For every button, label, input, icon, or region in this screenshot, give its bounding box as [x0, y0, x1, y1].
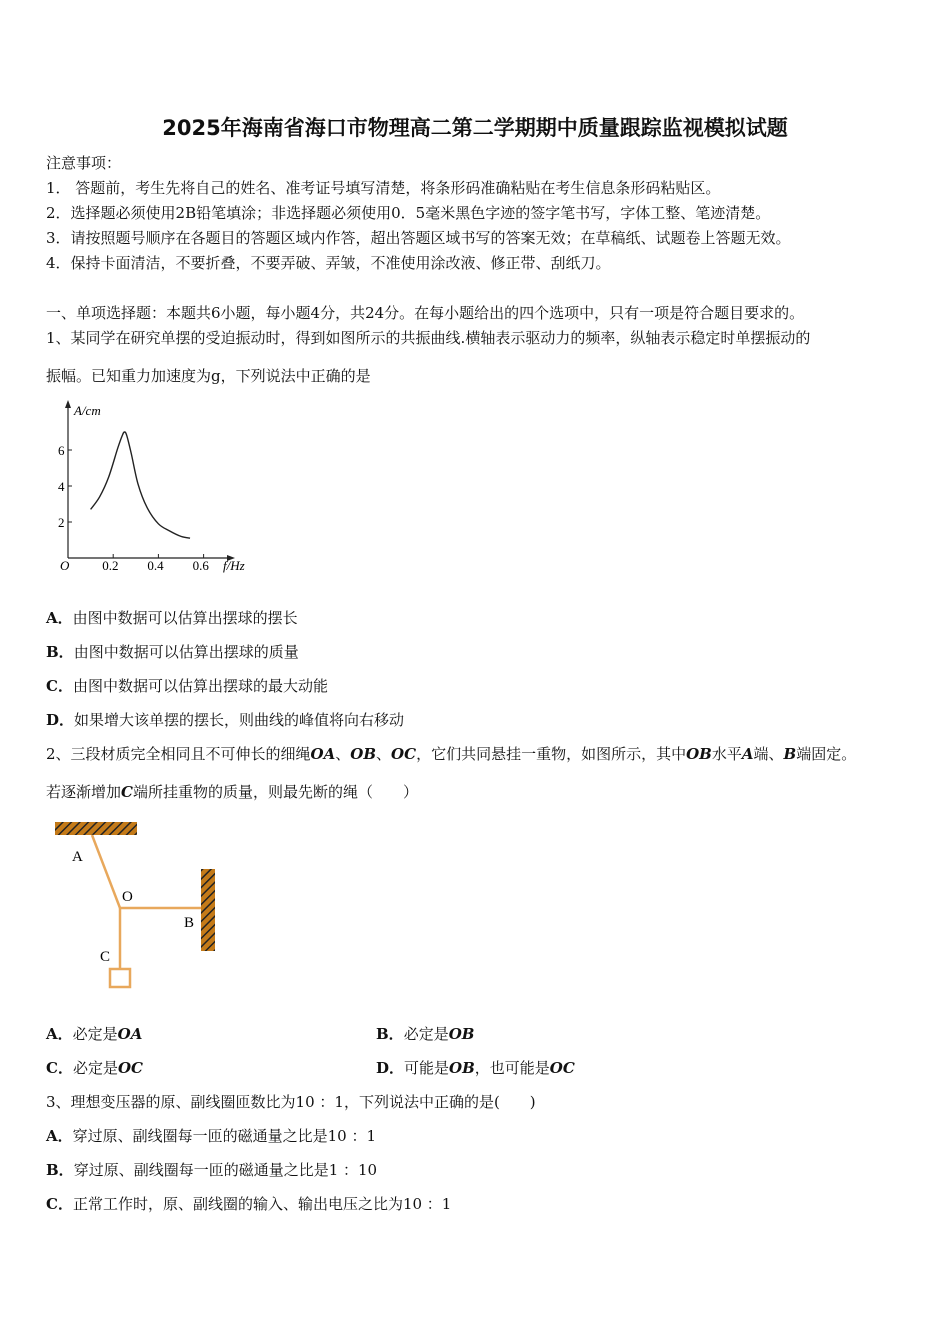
option-letter: C． [46, 677, 73, 695]
q3-stem: 3、理想变压器的原、副线圈匝数比为10 ：1，下列说法中正确的是( ) [46, 1093, 536, 1111]
y-axis-label: A/cm [74, 403, 101, 418]
stem-var: OC [391, 745, 417, 763]
option-letter: B． [376, 1025, 404, 1043]
stem-text: 端固定。 [796, 745, 857, 763]
option-text: 由图中数据可以估算出摆球的摆长 [72, 609, 298, 627]
y-tick-label: 6 [58, 443, 65, 458]
wall-support [201, 869, 215, 951]
stem-var: OB [350, 745, 377, 763]
stem-text: 端所挂重物的质量，则最先断的绳（ ） [132, 783, 418, 801]
stem-text: 若逐渐增加 [46, 783, 122, 801]
option-letter: C． [46, 1059, 73, 1077]
label-c: C [100, 949, 111, 965]
stem-var: OA [310, 745, 336, 763]
stem-var: B [783, 745, 797, 763]
q1-option-c[interactable] [46, 675, 328, 696]
option-var: OA [117, 1025, 143, 1043]
rope-diagram [50, 817, 230, 997]
option-text: 由图中数据可以估算出摆球的最大动能 [72, 677, 328, 695]
notice-item: 1． 答题前，考生先将自己的姓名、准考证号填写清楚，将条形码准确粘贴在考生信息条形码粘贴区。 [46, 179, 721, 197]
ceiling-support [55, 822, 137, 835]
y-tick-label: 2 [58, 515, 65, 530]
stem-var: C [121, 783, 133, 801]
option-letter: A． [46, 609, 73, 627]
q1-stem-line2: 振幅。已知重力加速度为g，下列说法中正确的是 [46, 367, 371, 385]
option-letter: A． [46, 1127, 73, 1145]
option-var: OB [449, 1059, 475, 1077]
x-axis-label: f/Hz [223, 558, 245, 573]
option-text: 穿过原、副线圈每一匝的磁通量之比是10 ：1 [72, 1127, 377, 1145]
option-text: 穿过原、副线圈每一匝的磁通量之比是1 ：10 [73, 1161, 378, 1179]
stem-text: 水平 [711, 745, 742, 763]
resonance-curve [91, 432, 190, 538]
stem-var: A [741, 745, 754, 763]
stem-var: OB [686, 745, 712, 763]
option-letter: D． [46, 711, 75, 729]
y-tick-label: 4 [58, 479, 65, 494]
option-text: 必定是 [72, 1059, 118, 1077]
option-text: 必定是 [72, 1025, 118, 1043]
stem-text: 端、 [753, 745, 784, 763]
stem-text: 2、三段材质完全相同且不可伸长的细绳 [46, 745, 311, 763]
option-text: 必定是 [403, 1025, 449, 1043]
option-letter: C． [46, 1195, 73, 1213]
hanging-weight [110, 969, 130, 987]
notice-item: 4．保持卡面清洁，不要折叠，不要弄破、弄皱，不准使用涂改液、修正带、刮纸刀。 [46, 254, 611, 272]
option-var: OC [117, 1059, 143, 1077]
notice-item: 2．选择题必须使用2B铅笔填涂；非选择题必须使用0．5毫米黑色字迹的签字笔书写，字体工整、笔迹清楚。 [46, 204, 771, 222]
q2-stem-line2 [46, 781, 418, 802]
y-axis-arrow [65, 400, 71, 408]
stem-text: 、 [376, 745, 392, 763]
option-text: 可能是 [404, 1059, 450, 1077]
q2-option-b[interactable] [376, 1023, 474, 1044]
label-a: A [72, 849, 83, 865]
section-heading: 一、单项选择题：本题共6小题，每小题4分，共24分。在每小题给出的四个选项中，只有一项是符合题目要求的。 [46, 304, 805, 322]
q2-option-a[interactable] [46, 1023, 142, 1044]
q2-stem-line1 [46, 743, 856, 764]
option-text: 正常工作时，原、副线圈的输入、输出电压之比为10 ：1 [72, 1195, 452, 1213]
option-var: OB [448, 1025, 475, 1043]
option-text: 由图中数据可以估算出摆球的质量 [73, 643, 299, 661]
q2-option-d[interactable] [376, 1057, 575, 1078]
option-var: OC [549, 1059, 575, 1077]
x-tick-label: 0.4 [147, 558, 164, 573]
q3-option-c[interactable] [46, 1193, 451, 1214]
option-letter: A． [46, 1025, 73, 1043]
q1-option-b[interactable] [46, 641, 299, 662]
q3-option-a[interactable] [46, 1125, 376, 1146]
option-letter: B． [46, 1161, 74, 1179]
option-letter: B． [46, 643, 74, 661]
q1-option-a[interactable] [46, 607, 298, 628]
x-tick-label: 0.6 [192, 558, 209, 573]
q2-option-c[interactable] [46, 1057, 143, 1078]
resonance-chart [55, 398, 270, 583]
rope-oa [92, 835, 120, 908]
option-letter: D． [376, 1059, 405, 1077]
notice-heading: 注意事项： [46, 154, 122, 172]
option-text: ，也可能是 [474, 1059, 550, 1077]
q1-option-d[interactable] [46, 709, 404, 730]
stem-text: ，它们共同悬挂一重物，如图所示，其中 [416, 745, 687, 763]
q3-option-b[interactable] [46, 1159, 377, 1180]
notice-item: 3．请按照题号顺序在各题目的答题区域内作答，超出答题区域书写的答案无效；在草稿纸、试题卷上答题无效。 [46, 229, 791, 247]
label-o: O [122, 889, 133, 905]
stem-text: 、 [335, 745, 351, 763]
q1-stem-line1: 1、某同学在研究单摆的受迫振动时，得到如图所示的共振曲线.横轴表示驱动力的频率，纵轴表示稳定时单摆振动的 [46, 329, 811, 347]
origin-label: O [60, 558, 70, 573]
label-b: B [184, 915, 195, 931]
x-tick-label: 0.2 [102, 558, 119, 573]
page-title: 2025年海南省海口市物理高二第二学期期中质量跟踪监视模拟试题 [162, 116, 788, 140]
option-text: 如果增大该单摆的摆长，则曲线的峰值将向右移动 [74, 711, 405, 729]
